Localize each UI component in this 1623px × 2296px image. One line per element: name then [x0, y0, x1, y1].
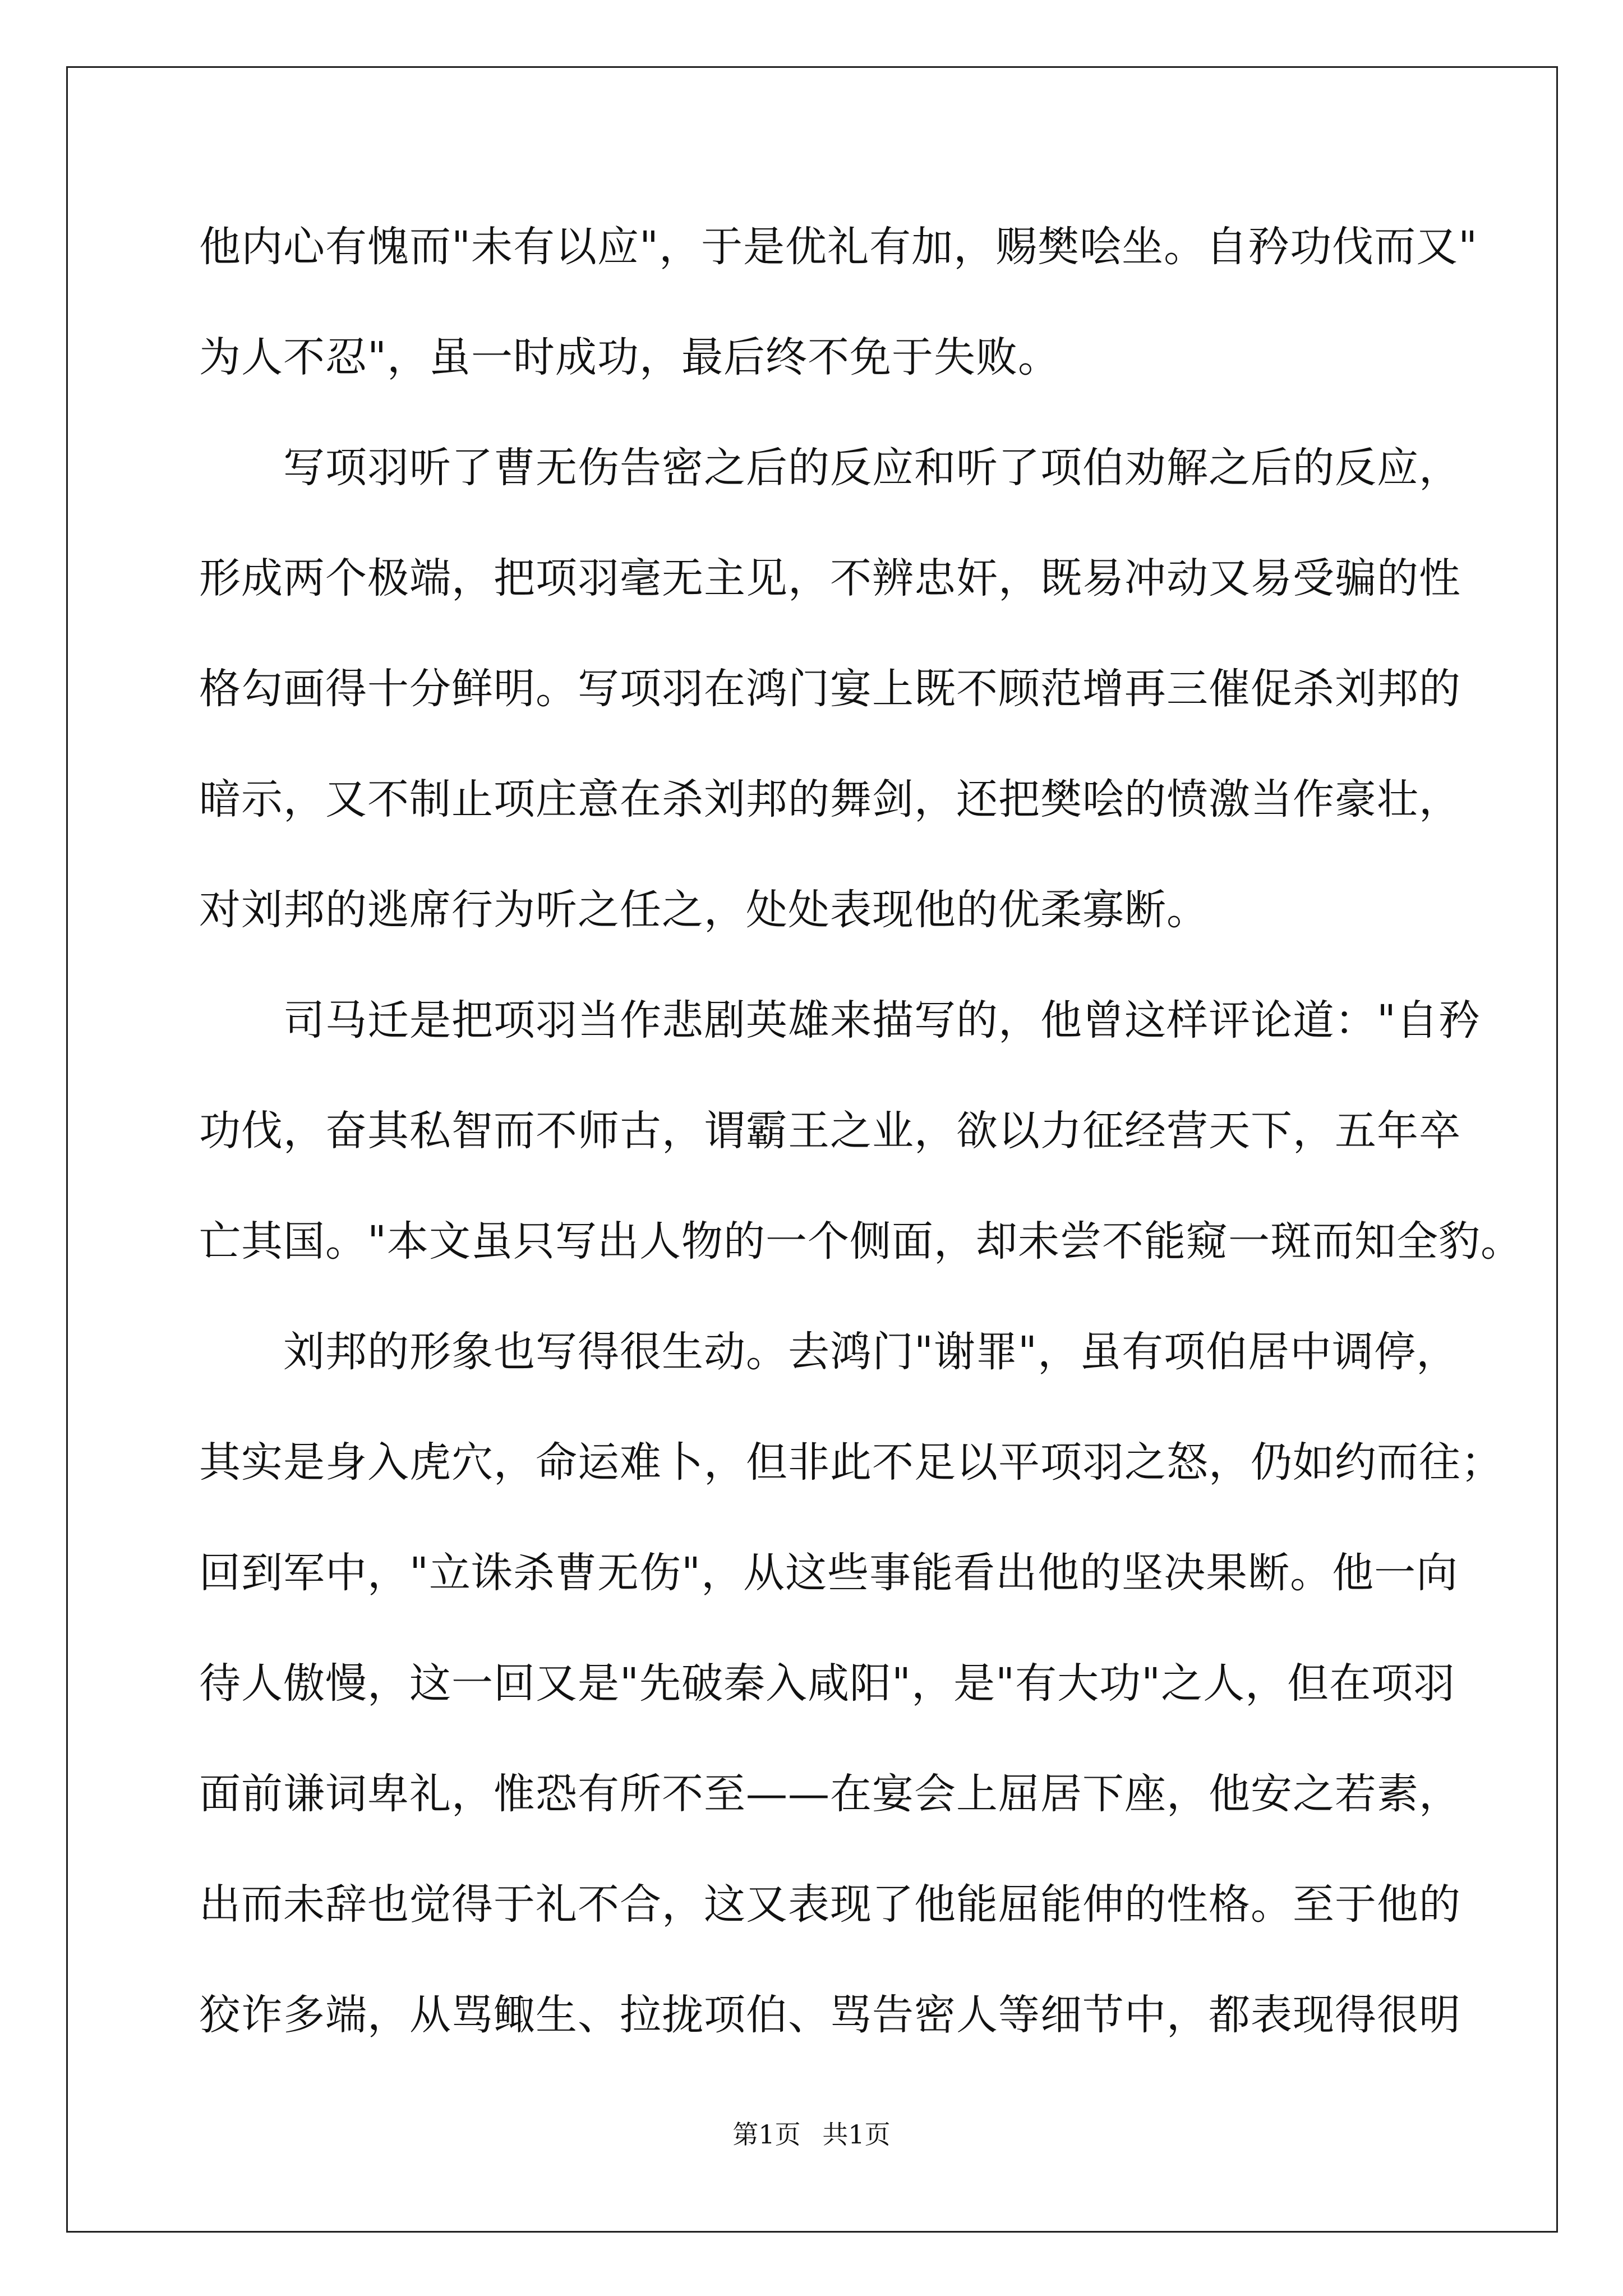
- text-line: 形成两个极端，把项羽毫无主见，不辨忠奸，既易冲动又易受骗的性: [199, 554, 1461, 602]
- text-line: 为人不忍"，虽一时成功，最后终不免于失败。: [199, 333, 1061, 381]
- text-line: 出而未辞也觉得于礼不合，这又表现了他能屈能伸的性格。至于他的: [199, 1880, 1461, 1929]
- text-line: 待人傲慢，这一回又是"先破秦入咸阳"，是"有大功"之人，但在项羽: [199, 1659, 1456, 1708]
- text-line: 对刘邦的逃席行为听之任之，处处表现他的优柔寡断。: [199, 886, 1209, 934]
- text-line: 他内心有愧而"未有以应"，于是优礼有加，赐樊哙坐。自矜功伐而又": [199, 223, 1478, 271]
- page-total: 共1页: [822, 2119, 891, 2150]
- page-footer: [0, 2118, 1623, 2151]
- page-number: 第1页: [732, 2119, 801, 2150]
- text-line: 司马迁是把项羽当作悲剧英雄来描写的，他曾这样评论道："自矜: [199, 996, 1481, 1045]
- text-line: 面前谦词卑礼，惟恐有所不至——在宴会上屈居下座，他安之若素，: [199, 1770, 1461, 1818]
- text-line: 狡诈多端，从骂鲰生、拉拢项伯、骂告密人等细节中，都表现得很明: [199, 1991, 1461, 2039]
- text-line: 暗示，又不制止项庄意在杀刘邦的舞剑，还把樊哙的愤激当作豪壮，: [199, 775, 1461, 823]
- text-line: 亡其国。"本文虽只写出人物的一个侧面，却未尝不能窥一斑而知全豹。: [199, 1217, 1523, 1266]
- text-line: 功伐，奋其私智而不师古，谓霸王之业，欲以力征经营天下，五年卒: [199, 1107, 1461, 1155]
- text-line: 格勾画得十分鲜明。写项羽在鸿门宴上既不顾范增再三催促杀刘邦的: [199, 665, 1461, 713]
- text-line: 刘邦的形象也写得很生动。去鸿门"谢罪"，虽有项伯居中调停，: [199, 1328, 1459, 1376]
- text-line: 写项羽听了曹无伤告密之后的反应和听了项伯劝解之后的反应，: [199, 444, 1461, 492]
- text-line: 回到军中，"立诛杀曹无伤"，从这些事能看出他的坚决果断。他一向: [199, 1549, 1459, 1597]
- text-line: 其实是身入虎穴，命运难卜，但非此不足以平项羽之怒，仍如约而往；: [199, 1438, 1503, 1487]
